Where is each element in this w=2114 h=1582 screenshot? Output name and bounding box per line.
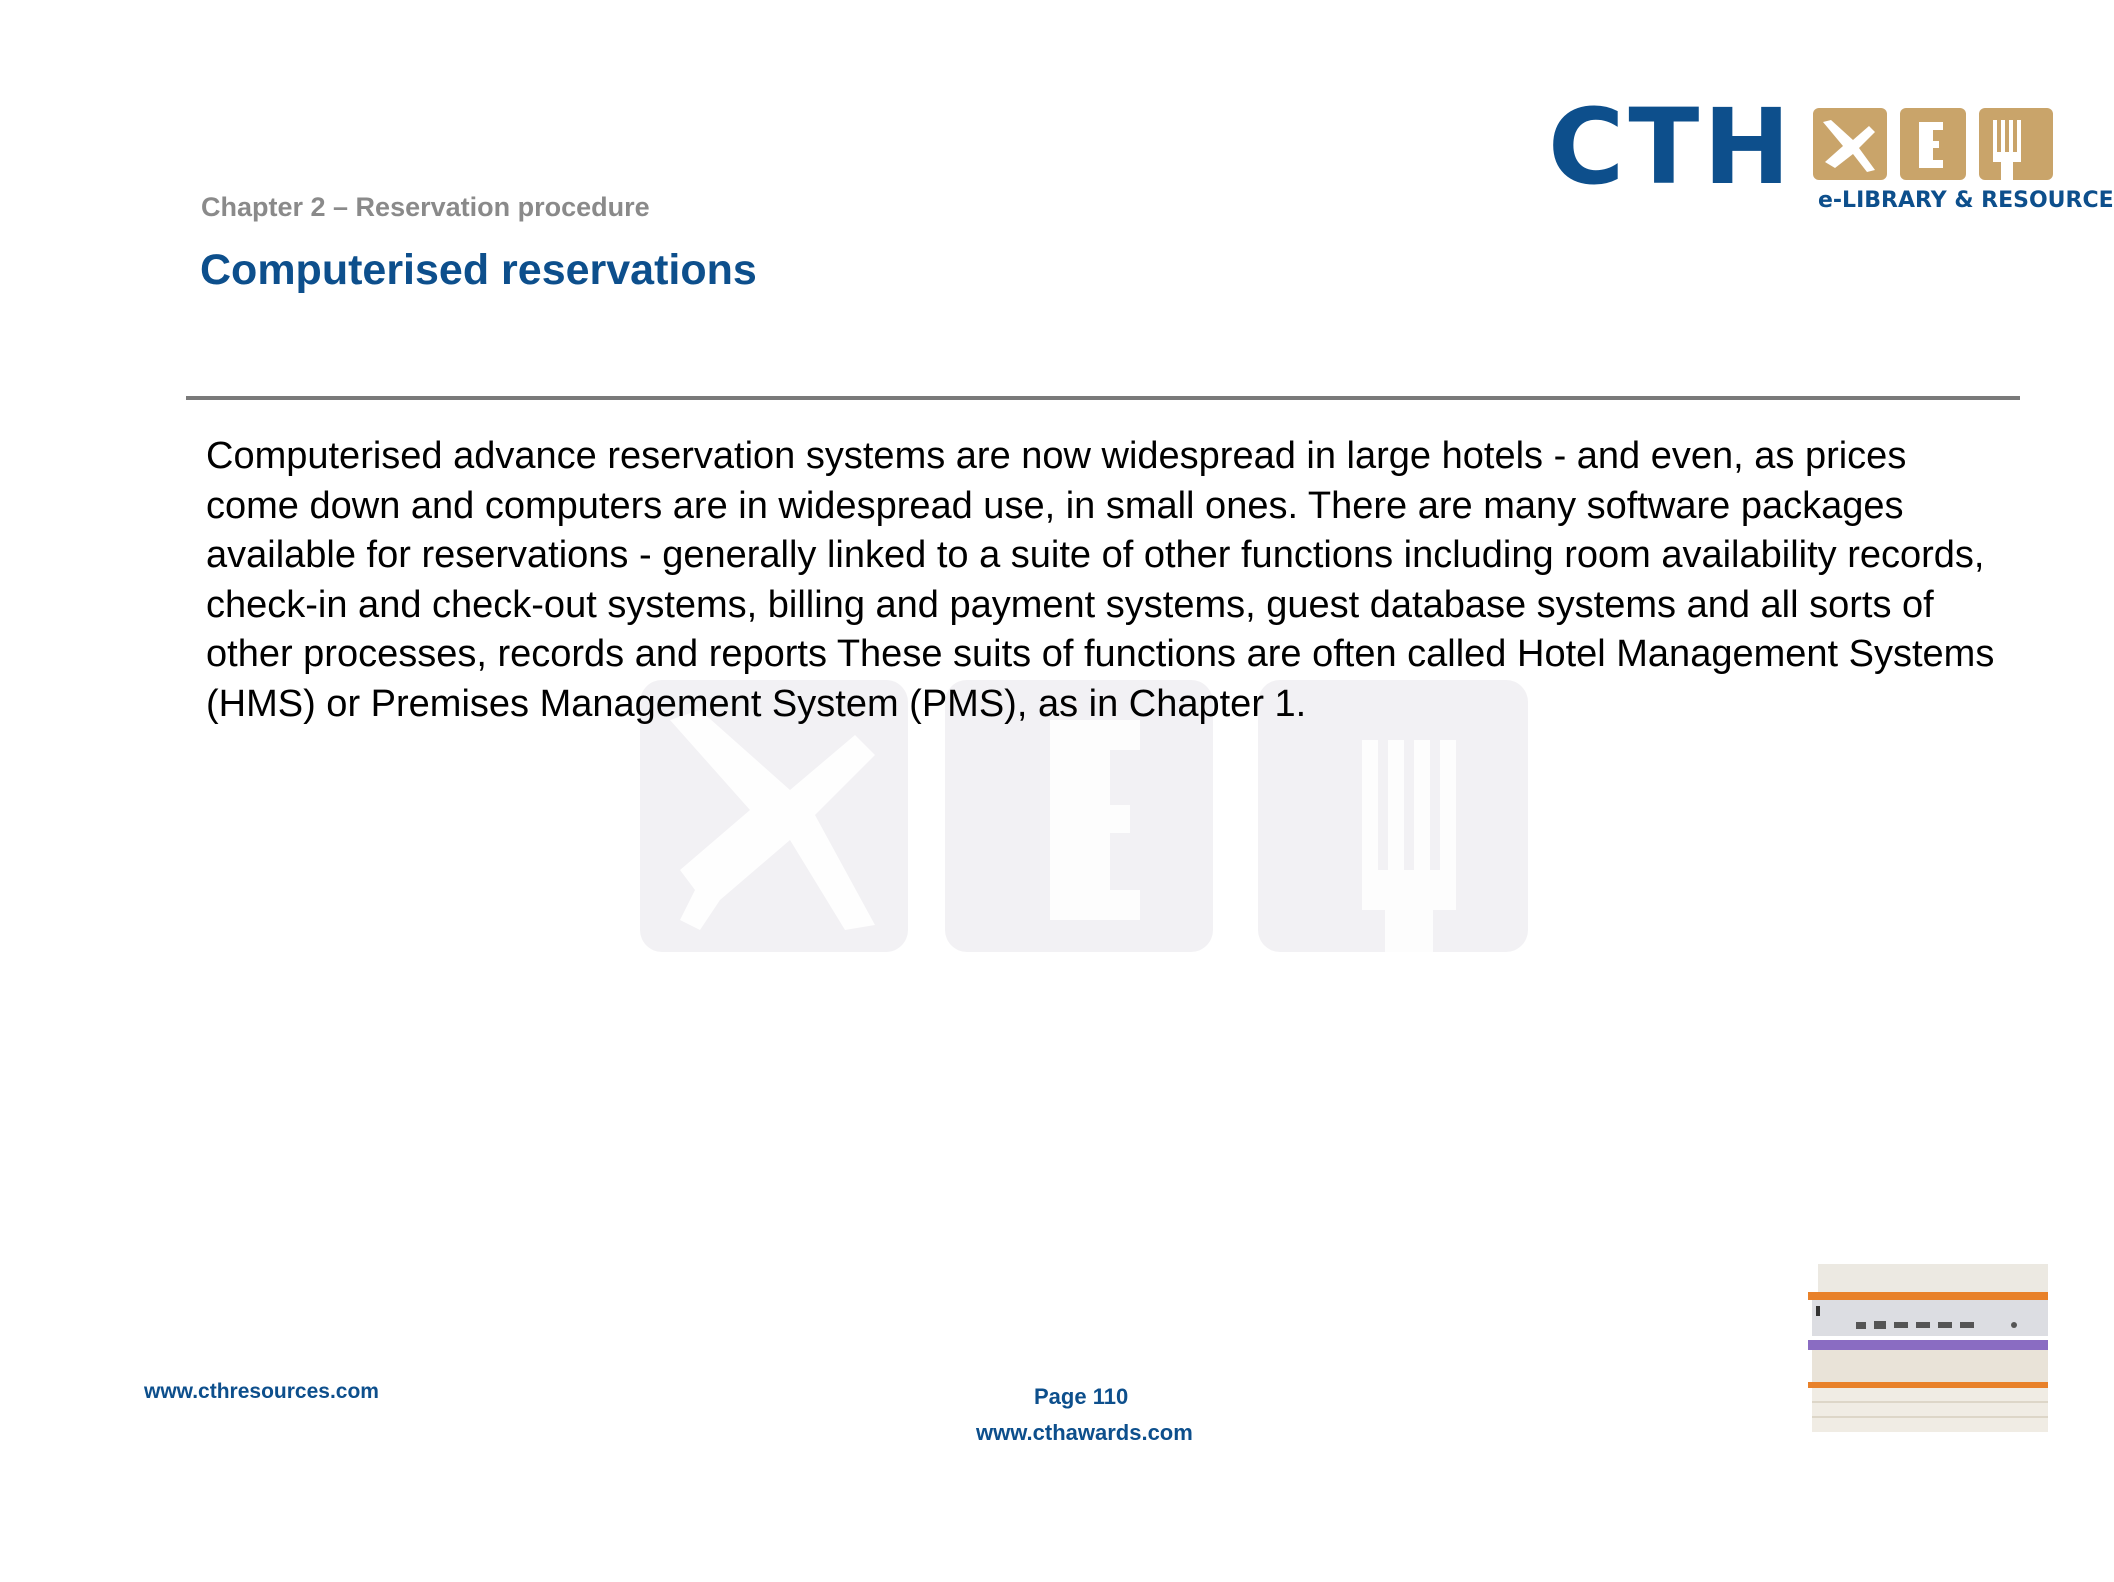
page-title: Computerised reservations bbox=[200, 246, 757, 294]
body-paragraph: Computerised advance reservation systems are now widespread in large hotels - and even, as prices come down and computers are in widespread use, in small ones. There are many software packages available for reservations - generally linked to a suite of other functions including room availability records, check-in and check-out systems, billing and payment systems, guest database systems and all sorts of other processes, records and reports These suits of functions are often called Hotel Management Systems (HMS) or Premises Management System (PMS), as in Chapter 1. bbox=[206, 435, 1995, 725]
cth-logo bbox=[1548, 86, 2114, 220]
logo-icon-boxes bbox=[1813, 108, 2053, 182]
footer-resources-url[interactable]: www.cthresources.com bbox=[144, 1380, 379, 1403]
divider-rule bbox=[186, 396, 2020, 400]
logo-wordmark: CTH bbox=[1548, 86, 1795, 208]
books-illustration bbox=[1806, 1262, 2048, 1432]
page-number: Page 110 bbox=[1034, 1384, 1129, 1409]
chapter-heading: Chapter 2 – Reservation procedure bbox=[201, 192, 650, 222]
logo-subtitle: e-LIBRARY & RESOURCE bbox=[1818, 188, 2114, 213]
footer-awards-url[interactable]: www.cthawards.com bbox=[976, 1420, 1193, 1445]
